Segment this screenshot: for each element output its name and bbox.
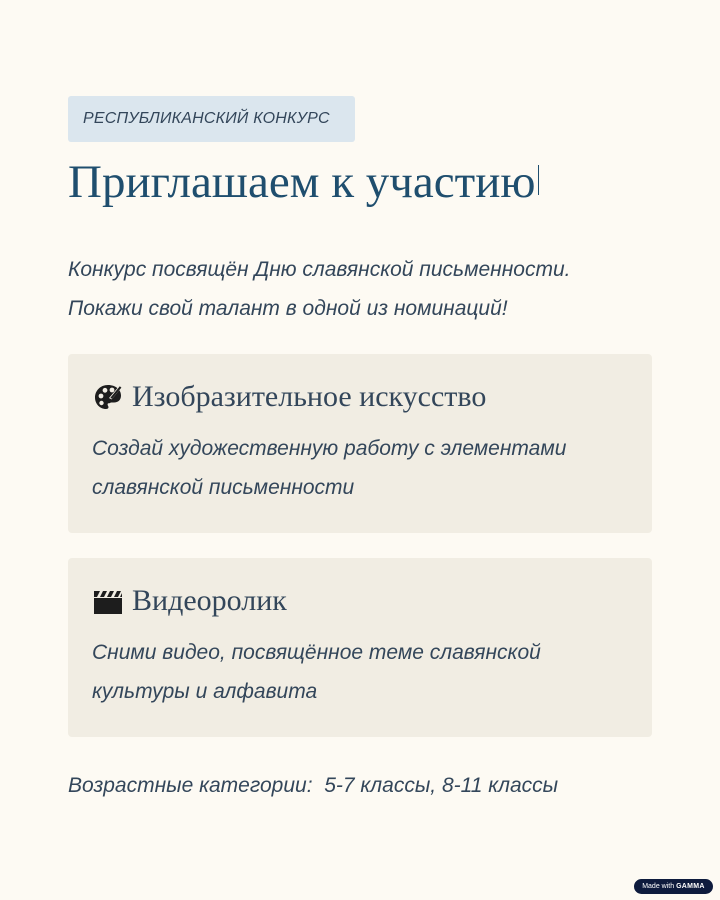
- nomination-description-line-1: Создай художественную работу с элементами: [92, 437, 567, 460]
- gamma-logo: GAMMA: [676, 883, 705, 890]
- page-title: [68, 150, 539, 214]
- contest-badge: РЕСПУБЛИКАНСКИЙ КОНКУРС: [68, 96, 355, 142]
- intro-text: [68, 250, 668, 328]
- clapperboard-icon: [92, 585, 124, 617]
- intro-line-1: Конкурс посвящён Дню славянской письменности.: [68, 258, 571, 281]
- page-title-text: Приглашаем к участию: [68, 156, 536, 208]
- nomination-header: [92, 580, 628, 622]
- nomination-description-line-1: Сними видео, посвящённое теме славянской: [92, 641, 541, 664]
- made-with-gamma-badge[interactable]: [634, 879, 713, 894]
- made-with-label: Made with: [642, 883, 675, 890]
- nomination-title: Видеоролик: [132, 584, 287, 617]
- nomination-description: [92, 633, 628, 711]
- nomination-card-art: [68, 354, 652, 533]
- age-categories: Возрастные категории: 5-7 классы, 8-11 классы: [68, 774, 559, 797]
- intro-line-2: Покажи свой талант в одной из номинаций!: [68, 297, 508, 320]
- art-palette-icon: [92, 381, 124, 413]
- nomination-description-line-2: славянской письменности: [92, 476, 355, 499]
- nomination-description: [92, 429, 628, 507]
- nomination-header: [92, 376, 628, 418]
- nomination-title: Изобразительное искусство: [132, 380, 487, 413]
- text-cursor: [538, 165, 539, 195]
- nomination-description-line-2: культуры и алфавита: [92, 680, 318, 703]
- nomination-card-video: [68, 558, 652, 737]
